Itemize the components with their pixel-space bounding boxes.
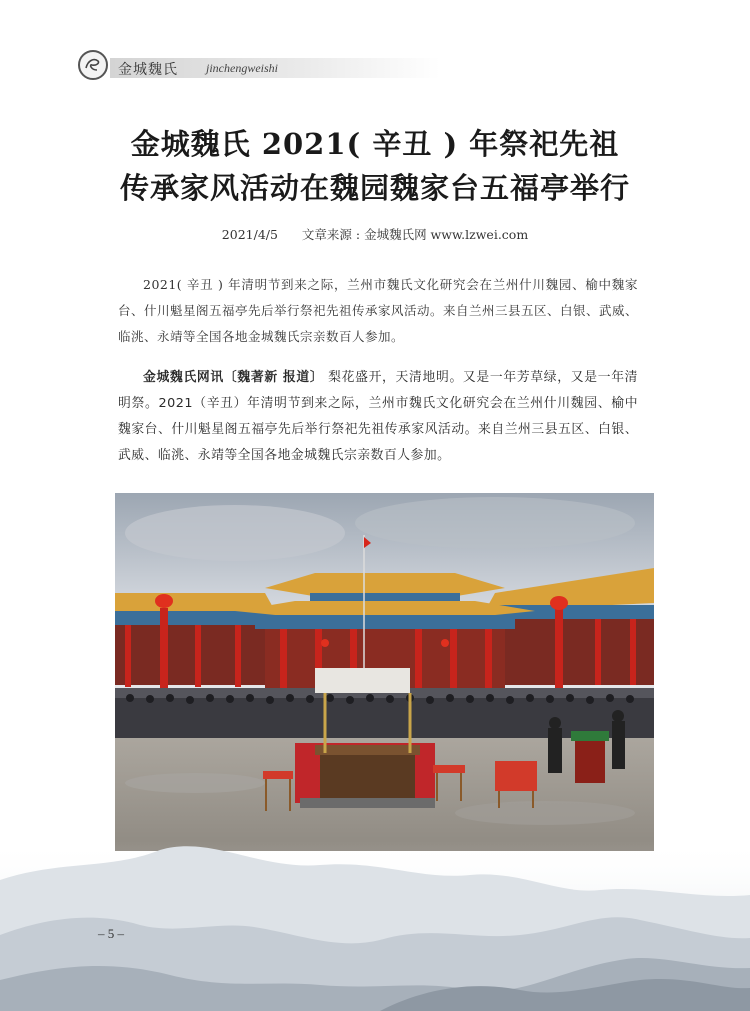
altar-backdrop <box>315 668 410 693</box>
article-title-line-2: 传承家风活动在魏园魏家台五福亭举行 <box>119 171 630 205</box>
body-paragraph <box>118 365 638 469</box>
body-text: 梨花盛开，天清地明。又是一年芳草绿，又是一年清明祭。2021（辛丑）年清明节到来之际，兰州市魏氏文化研究会在兰州什川魏园、榆中魏家台、什川魁星阁五福亭先后举行祭祀先祖传承家风活动。来自兰州三县五区、白银、武威、临洮、永靖等全国各地金城魏氏宗亲数百人参加。 <box>118 370 638 463</box>
host <box>612 721 625 769</box>
podium-flowers <box>571 731 609 741</box>
ceremony-photo-illustration <box>115 493 654 851</box>
left-eave <box>115 611 275 625</box>
main-lower-eave <box>255 615 515 629</box>
seal-logo-icon <box>78 50 108 80</box>
offering-table-center <box>433 765 465 773</box>
brand-name-en: jinchengweishi <box>206 61 278 75</box>
summary-paragraph: 2021( 辛丑 ) 年清明节到来之际，兰州市魏氏文化研究会在兰州什川魏园、榆中魏家台、什川魁星阁五福亭先后举行祭祀先祖传承家风活动。来自兰州三县五区、白银、武威、临洮、永靖等全国各地金城魏氏宗亲数百人参加。 <box>118 277 639 344</box>
article-meta <box>0 225 750 243</box>
burner-base <box>300 798 435 808</box>
cloud <box>355 497 635 549</box>
page-number: – 5 – <box>98 926 124 941</box>
crowd <box>115 688 654 738</box>
puddle <box>125 773 265 793</box>
left-roof <box>115 593 275 611</box>
offering-table-right <box>495 761 537 791</box>
puddle <box>455 801 635 825</box>
article-title-line-1: 金城魏氏 2021( 辛丑 ) 年祭祀先祖 <box>130 127 620 161</box>
ceremony-photo <box>115 493 654 851</box>
incense-burner <box>320 753 415 798</box>
brand-name-cn: 金城魏氏 <box>118 62 178 78</box>
article-date: 2021/4/5 <box>221 227 278 242</box>
cloud <box>125 505 345 561</box>
incense-burner-top <box>315 745 420 755</box>
dateline: 金城魏氏网讯〔魏著新 报道〕 <box>143 370 324 385</box>
officiant <box>548 728 562 773</box>
article-source: 文章来源 : 金城魏氏网 www.lzwei.com <box>301 227 529 242</box>
running-header <box>78 50 438 84</box>
seal-logo-glyph <box>80 52 106 78</box>
offering-table-left <box>263 771 293 779</box>
podium <box>575 738 605 783</box>
